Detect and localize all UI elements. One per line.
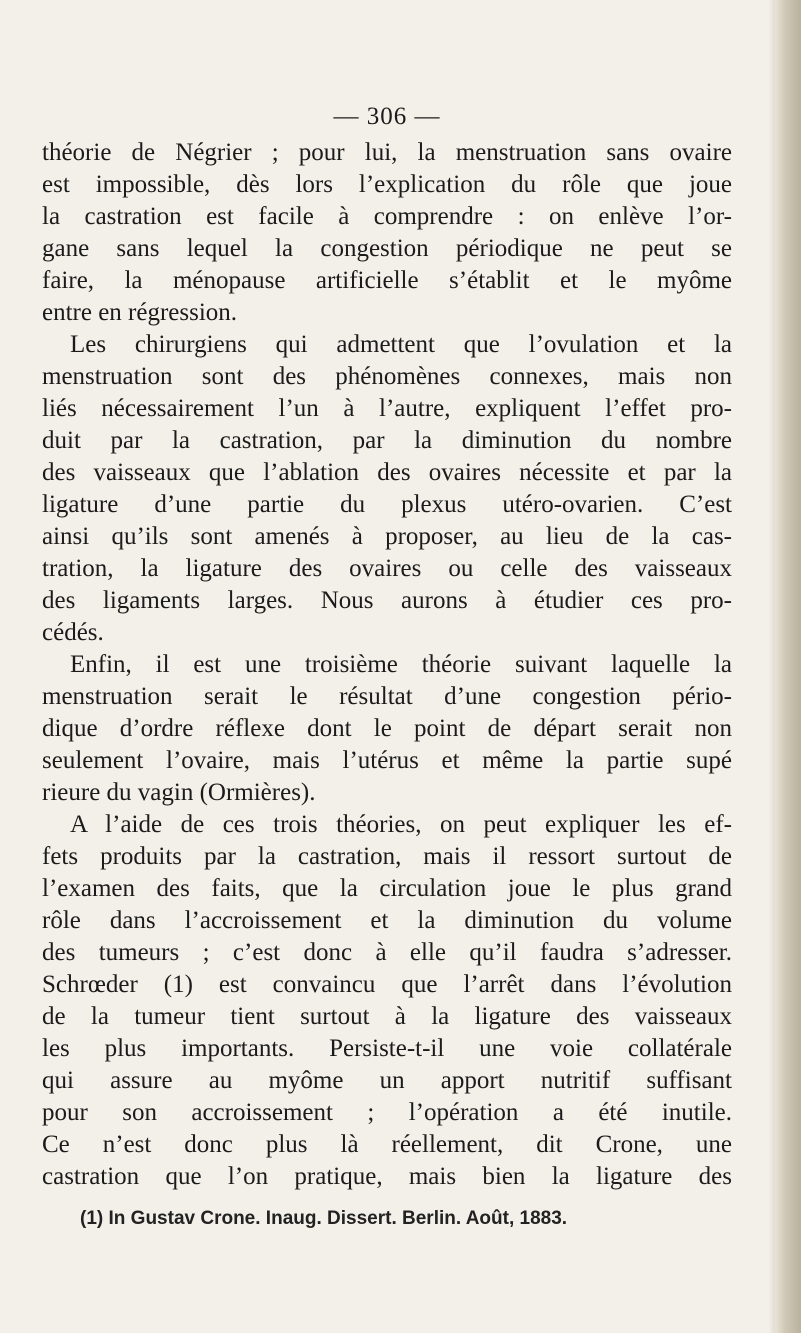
text-line: entre en régression.: [42, 299, 238, 326]
text-line: A l’aide de ces trois théories, on peut expliquer les ef-: [70, 811, 732, 838]
text-line: Ce n’est donc plus là réellement, dit Crone, une: [42, 1131, 732, 1158]
text-line: ainsi qu’ils sont amenés à proposer, au lieu de la cas-: [42, 523, 732, 550]
text-block: [42, 100, 732, 1232]
text-line: qui assure au myôme un apport nutritif suffisant: [42, 1067, 732, 1094]
text-line: cédés.: [42, 619, 104, 646]
text-line: menstruation serait le résultat d’une congestion pério-: [42, 683, 732, 710]
footnote: (1) In Gustav Crone. Inaug. Dissert. Berlin. Août, 1883.: [80, 1208, 568, 1229]
text-line: tration, la ligature des ovaires ou celle des vaisseaux: [42, 555, 732, 582]
text-line: pour son accroissement ; l’opération a été inutile.: [42, 1099, 732, 1126]
text-line: est impossible, dès lors l’explication du rôle que joue: [42, 171, 732, 198]
text-line: faire, la ménopause artificielle s’établit et le myôme: [42, 267, 732, 294]
text-line: des tumeurs ; c’est donc à elle qu’il faudra s’adresser.: [42, 939, 732, 966]
page-edge: [775, 0, 801, 1333]
text-line: les plus importants. Persiste-t-il une voie collatérale: [42, 1035, 732, 1062]
text-line: gane sans lequel la congestion périodique ne peut se: [42, 235, 732, 262]
text-line: fets produits par la castration, mais il ressort surtout de: [42, 843, 732, 870]
text-line: castration que l’on pratique, mais bien la ligature des: [42, 1163, 732, 1190]
text-line: des vaisseaux que l’ablation des ovaires nécessite et par la: [42, 459, 732, 486]
text-line: Enfin, il est une troisième théorie suivant laquelle la: [70, 651, 732, 678]
text-line: ligature d’une partie du plexus utéro-ovarien. C’est: [42, 491, 732, 518]
text-line: de la tumeur tient surtout à la ligature des vaisseaux: [42, 1003, 732, 1030]
text-line: dique d’ordre réflexe dont le point de départ serait non: [42, 715, 732, 742]
page-number: — 306 —: [333, 103, 441, 130]
text-line: des ligaments larges. Nous aurons à étudier ces pro-: [42, 587, 732, 614]
text-line: menstruation sont des phénomènes connexes, mais non: [42, 363, 732, 390]
text-line: rôle dans l’accroissement et la diminution du volume: [42, 907, 732, 934]
text-line: théorie de Négrier ; pour lui, la menstruation sans ovaire: [42, 139, 732, 166]
text-line: Schrœder (1) est convaincu que l’arrêt dans l’évolution: [42, 971, 732, 998]
text-line: duit par la castration, par la diminution du nombre: [42, 427, 732, 454]
text-line: seulement l’ovaire, mais l’utérus et même la partie supé: [42, 747, 732, 774]
text-line: rieure du vagin (Ormières).: [42, 779, 316, 806]
text-line: Les chirurgiens qui admettent que l’ovulation et la: [70, 331, 732, 358]
text-line: l’examen des faits, que la circulation joue le plus grand: [42, 875, 732, 902]
text-line: liés nécessairement l’un à l’autre, expliquent l’effet pro-: [42, 395, 732, 422]
text-line: la castration est facile à comprendre : on enlève l’or-: [42, 203, 732, 230]
